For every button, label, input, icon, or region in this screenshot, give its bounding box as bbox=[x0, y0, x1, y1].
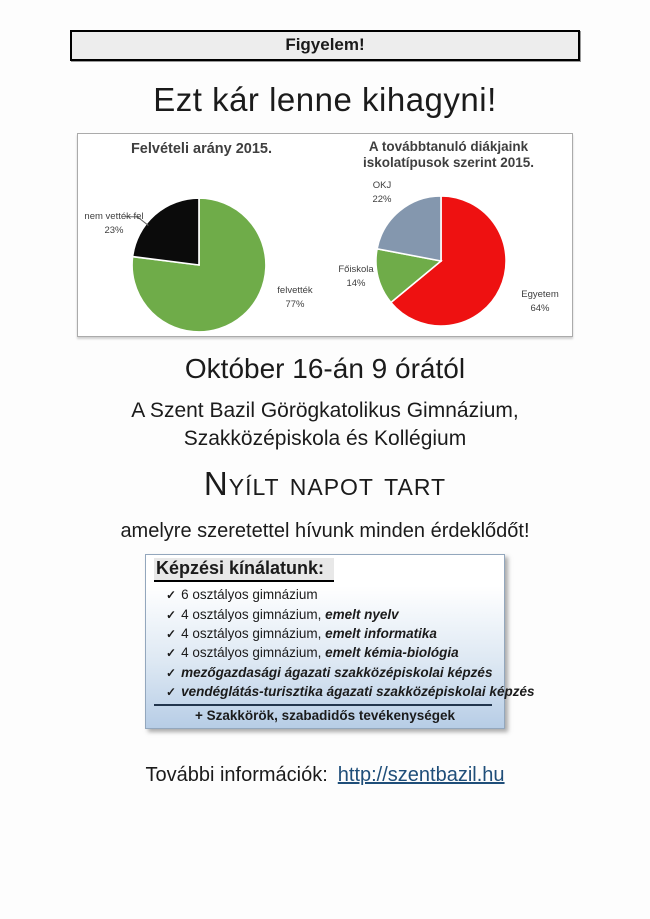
checkmark-icon: ✓ bbox=[166, 646, 177, 661]
offerings-item: ✓ mezőgazdasági ágazati szakközépiskolai képzés bbox=[166, 664, 493, 680]
open-day-title: Nyílt napot tart bbox=[203, 465, 447, 503]
chart-title-right: A továbbtanuló diákjaink iskolatípusok szerint 2015. bbox=[362, 139, 535, 170]
headline: Ezt kár lenne kihagyni! bbox=[153, 81, 497, 118]
website-link[interactable]: http://szentbazil.hu bbox=[337, 764, 505, 787]
pie-chart-school-types bbox=[372, 192, 510, 330]
pie-label-not-admitted: nem vették fel 23% bbox=[84, 211, 144, 237]
school-name bbox=[0, 397, 650, 452]
offerings-item: ✓ 4 osztályos gimnázium, emelt nyelv bbox=[166, 606, 399, 622]
checkmark-icon: ✓ bbox=[166, 588, 177, 603]
checkmark-icon: ✓ bbox=[166, 684, 177, 699]
offerings-item: ✓ 6 osztályos gimnázium bbox=[166, 587, 318, 603]
school-name-line2: Szakközépiskola és Kollégium bbox=[183, 426, 467, 450]
offerings-list bbox=[152, 585, 535, 701]
info-line bbox=[0, 764, 650, 787]
event-date: Október 16-án 9 órától bbox=[184, 353, 466, 384]
attention-banner bbox=[70, 30, 580, 61]
offerings-item: ✓ 4 osztályos gimnázium, emelt informatika bbox=[166, 626, 437, 642]
pie-label-egyetem: Egyetem 64% bbox=[521, 289, 559, 315]
pie-label-okj: OKJ 22% bbox=[372, 180, 392, 206]
chart-title-left: Felvételi arány 2015. bbox=[130, 141, 273, 157]
checkmark-icon: ✓ bbox=[166, 607, 177, 622]
checkmark-icon: ✓ bbox=[166, 627, 177, 642]
attention-banner-label: Figyelem! bbox=[285, 35, 365, 54]
offerings-box bbox=[145, 554, 535, 729]
offerings-item: ✓ 4 osztályos gimnázium, emelt kémia-biológia bbox=[166, 645, 459, 661]
school-name-line1: A Szent Bazil Görögkatolikus Gimnázium, bbox=[131, 399, 519, 422]
chart-admission-ratio bbox=[78, 134, 325, 336]
charts-panel bbox=[77, 133, 573, 337]
offerings-footer: + Szakkörök, szabadidős tevékenységek bbox=[194, 708, 455, 724]
offerings-divider bbox=[154, 704, 492, 706]
offerings-item: ✓ vendéglátás-turisztika ágazati szakközépiskolai képzés bbox=[166, 683, 535, 699]
chart-school-types bbox=[325, 134, 572, 336]
pie-label-admitted: felvették 77% bbox=[277, 285, 313, 311]
offerings-title: Képzési kínálatunk: bbox=[154, 558, 334, 582]
invitation-text: amelyre szeretettel hívunk minden érdeklődőt! bbox=[120, 520, 530, 543]
pie-label-foiskola: Főiskola 14% bbox=[338, 264, 374, 290]
checkmark-icon: ✓ bbox=[166, 665, 177, 680]
info-label: További információk: bbox=[145, 764, 328, 787]
